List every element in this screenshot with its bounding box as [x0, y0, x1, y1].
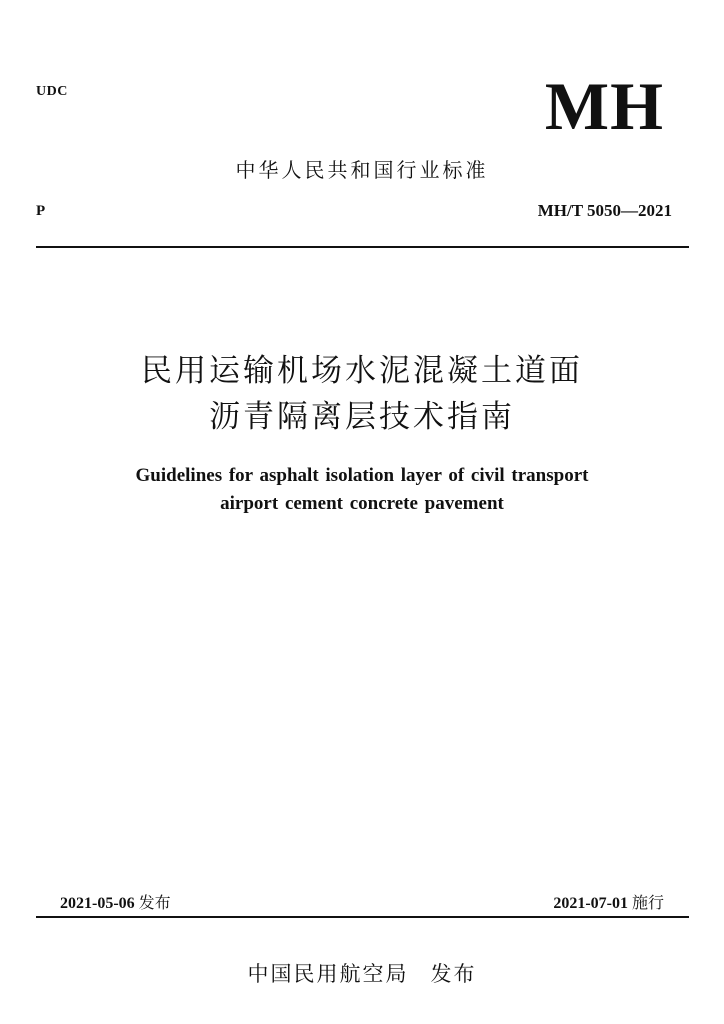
publisher-line: [0, 958, 724, 988]
industry-standard-title: [0, 154, 724, 183]
chinese-title-line-1: 民用运输机场水泥混凝土道面: [141, 353, 583, 389]
standard-number: MH/T 5050—2021: [537, 201, 672, 220]
implementation-date-block: [553, 890, 664, 913]
english-title-line-1: Guidelines for asphalt isolation layer of civil transport: [135, 465, 589, 486]
english-title-line-2: airport cement concrete pavement: [220, 493, 504, 514]
issue-date: 2021-05-06: [60, 895, 135, 912]
implementation-date: 2021-07-01: [553, 895, 628, 912]
top-divider: [36, 246, 689, 248]
chinese-title: [0, 348, 724, 440]
english-title: [0, 462, 724, 518]
issue-date-block: [60, 890, 171, 913]
publisher-action: 发布: [430, 962, 477, 986]
publisher-name: 中国民用航空局: [247, 962, 409, 986]
bottom-divider: [36, 916, 689, 918]
chinese-title-line-2: 沥青隔离层技术指南: [209, 399, 515, 435]
udc-label: UDC: [36, 84, 68, 99]
industry-standard-text: 中华人民共和国行业标准: [235, 158, 489, 182]
classification-code: P: [36, 203, 46, 219]
implementation-label: 施行: [631, 893, 664, 912]
issue-label: 发布: [138, 893, 171, 912]
standard-mark: MH: [544, 68, 664, 144]
